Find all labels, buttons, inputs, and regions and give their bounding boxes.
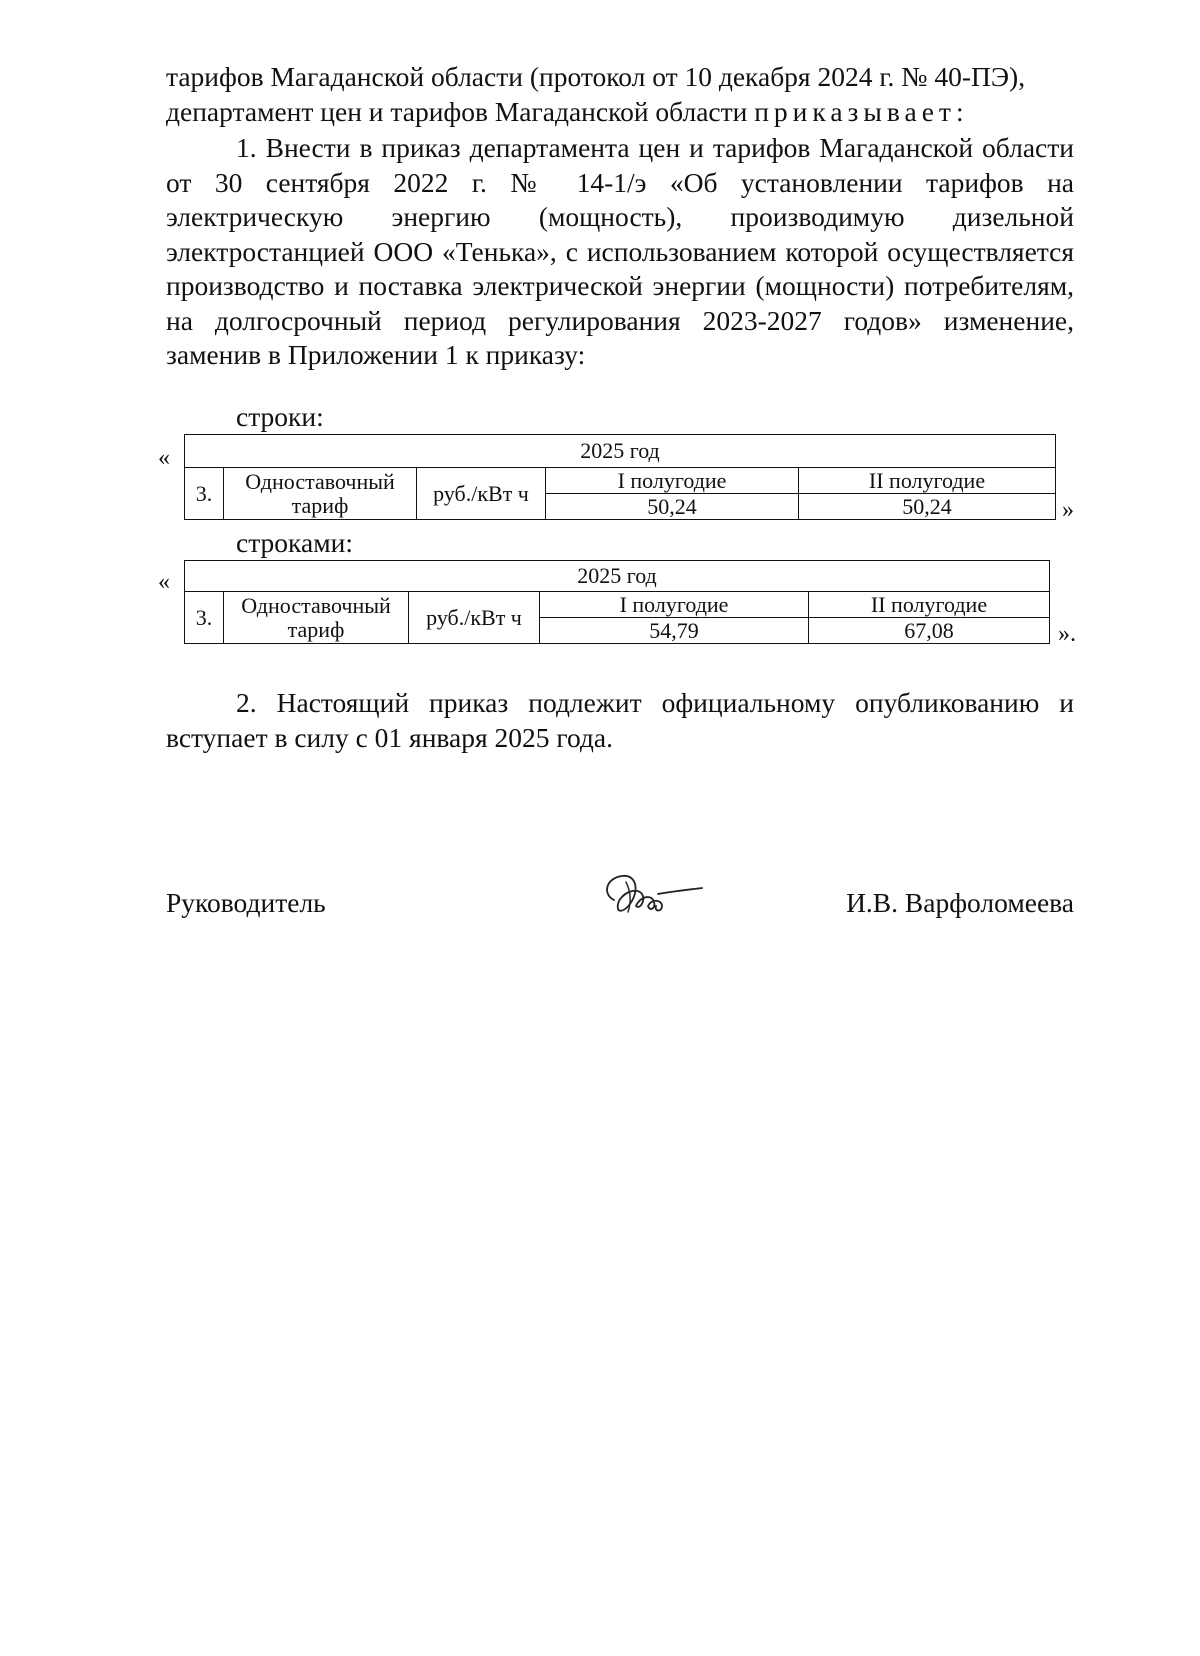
- tariff-name-line-1: Одноставочный: [245, 468, 395, 494]
- row-number-cell: 3.: [185, 468, 224, 520]
- half-year-1-value: 54,79: [540, 618, 809, 644]
- close-quote-new: ».: [1058, 621, 1076, 647]
- signatory-name: И.В. Варфоломеева: [846, 887, 1074, 918]
- unit-cell: руб./кВт ч: [417, 468, 546, 520]
- table-row: [185, 592, 1050, 618]
- tariff-name-cell: [224, 592, 409, 644]
- item-1-block: [166, 131, 1074, 373]
- table-row: [185, 435, 1056, 468]
- tariff-name-line-1: Одноставочный: [241, 592, 391, 618]
- half-year-1-value: 50,24: [546, 494, 799, 520]
- tariff-name-cell: [224, 468, 417, 520]
- open-quote-new: «: [158, 569, 170, 595]
- half-year-2-value: 50,24: [799, 494, 1056, 520]
- tariff-name-line-2: тариф: [287, 616, 345, 642]
- table-new-rows: [184, 560, 1050, 644]
- tariff-name-line-2: тариф: [291, 492, 349, 518]
- caption-new-rows: строками:: [236, 527, 353, 558]
- intro-line-1: тарифов Магаданской области (протокол от 10 декабря 2024 г. № 40-ПЭ),: [166, 61, 1026, 92]
- year-cell: 2025 год: [185, 561, 1050, 592]
- year-cell: 2025 год: [185, 435, 1056, 468]
- half-year-1-header: I полугодие: [540, 592, 809, 618]
- table-row: [185, 468, 1056, 494]
- intro-line-2-spaced: приказывает:: [754, 95, 969, 127]
- table-old-rows: [184, 434, 1056, 520]
- half-year-2-header: II полугодие: [809, 592, 1050, 618]
- close-quote-old: »: [1062, 497, 1074, 523]
- item-2-block: [166, 686, 1074, 755]
- intro-line-2-start: департамент цен и тарифов Магаданской области: [166, 95, 748, 127]
- handwritten-signature-icon: [596, 864, 706, 924]
- unit-cell: руб./кВт ч: [409, 592, 540, 644]
- intro-line-2: [166, 95, 1074, 130]
- table-row: [185, 561, 1050, 592]
- row-number-cell: 3.: [185, 592, 224, 644]
- half-year-2-value: 67,08: [809, 618, 1050, 644]
- half-year-2-header: II полугодие: [799, 468, 1056, 494]
- item-2-paragraph: 2. Настоящий приказ подлежит официальному опубликованию и вступает в силу с 01 января 2025 года.: [166, 687, 1074, 753]
- caption-old-rows: строки:: [236, 401, 324, 432]
- half-year-1-header: I полугодие: [546, 468, 799, 494]
- open-quote-old: «: [158, 445, 170, 471]
- signatory-position: Руководитель: [166, 887, 326, 918]
- item-1-paragraph: 1. Внести в приказ департамента цен и тарифов Магаданской области от 30 сентября 2022 г. № 14-1/э «Об установлении тарифов на электрическую энергию (мощность), производимую дизельной электростанцией ООО «Тенька», с использованием которой осуществляется производство и поставка электрической энергии (мощности) потребителям, на долгосрочный период регулирования 2023-2027 годов» изменение, заменив в Приложении 1 к приказу:: [166, 132, 1074, 370]
- intro-block: [166, 60, 1074, 129]
